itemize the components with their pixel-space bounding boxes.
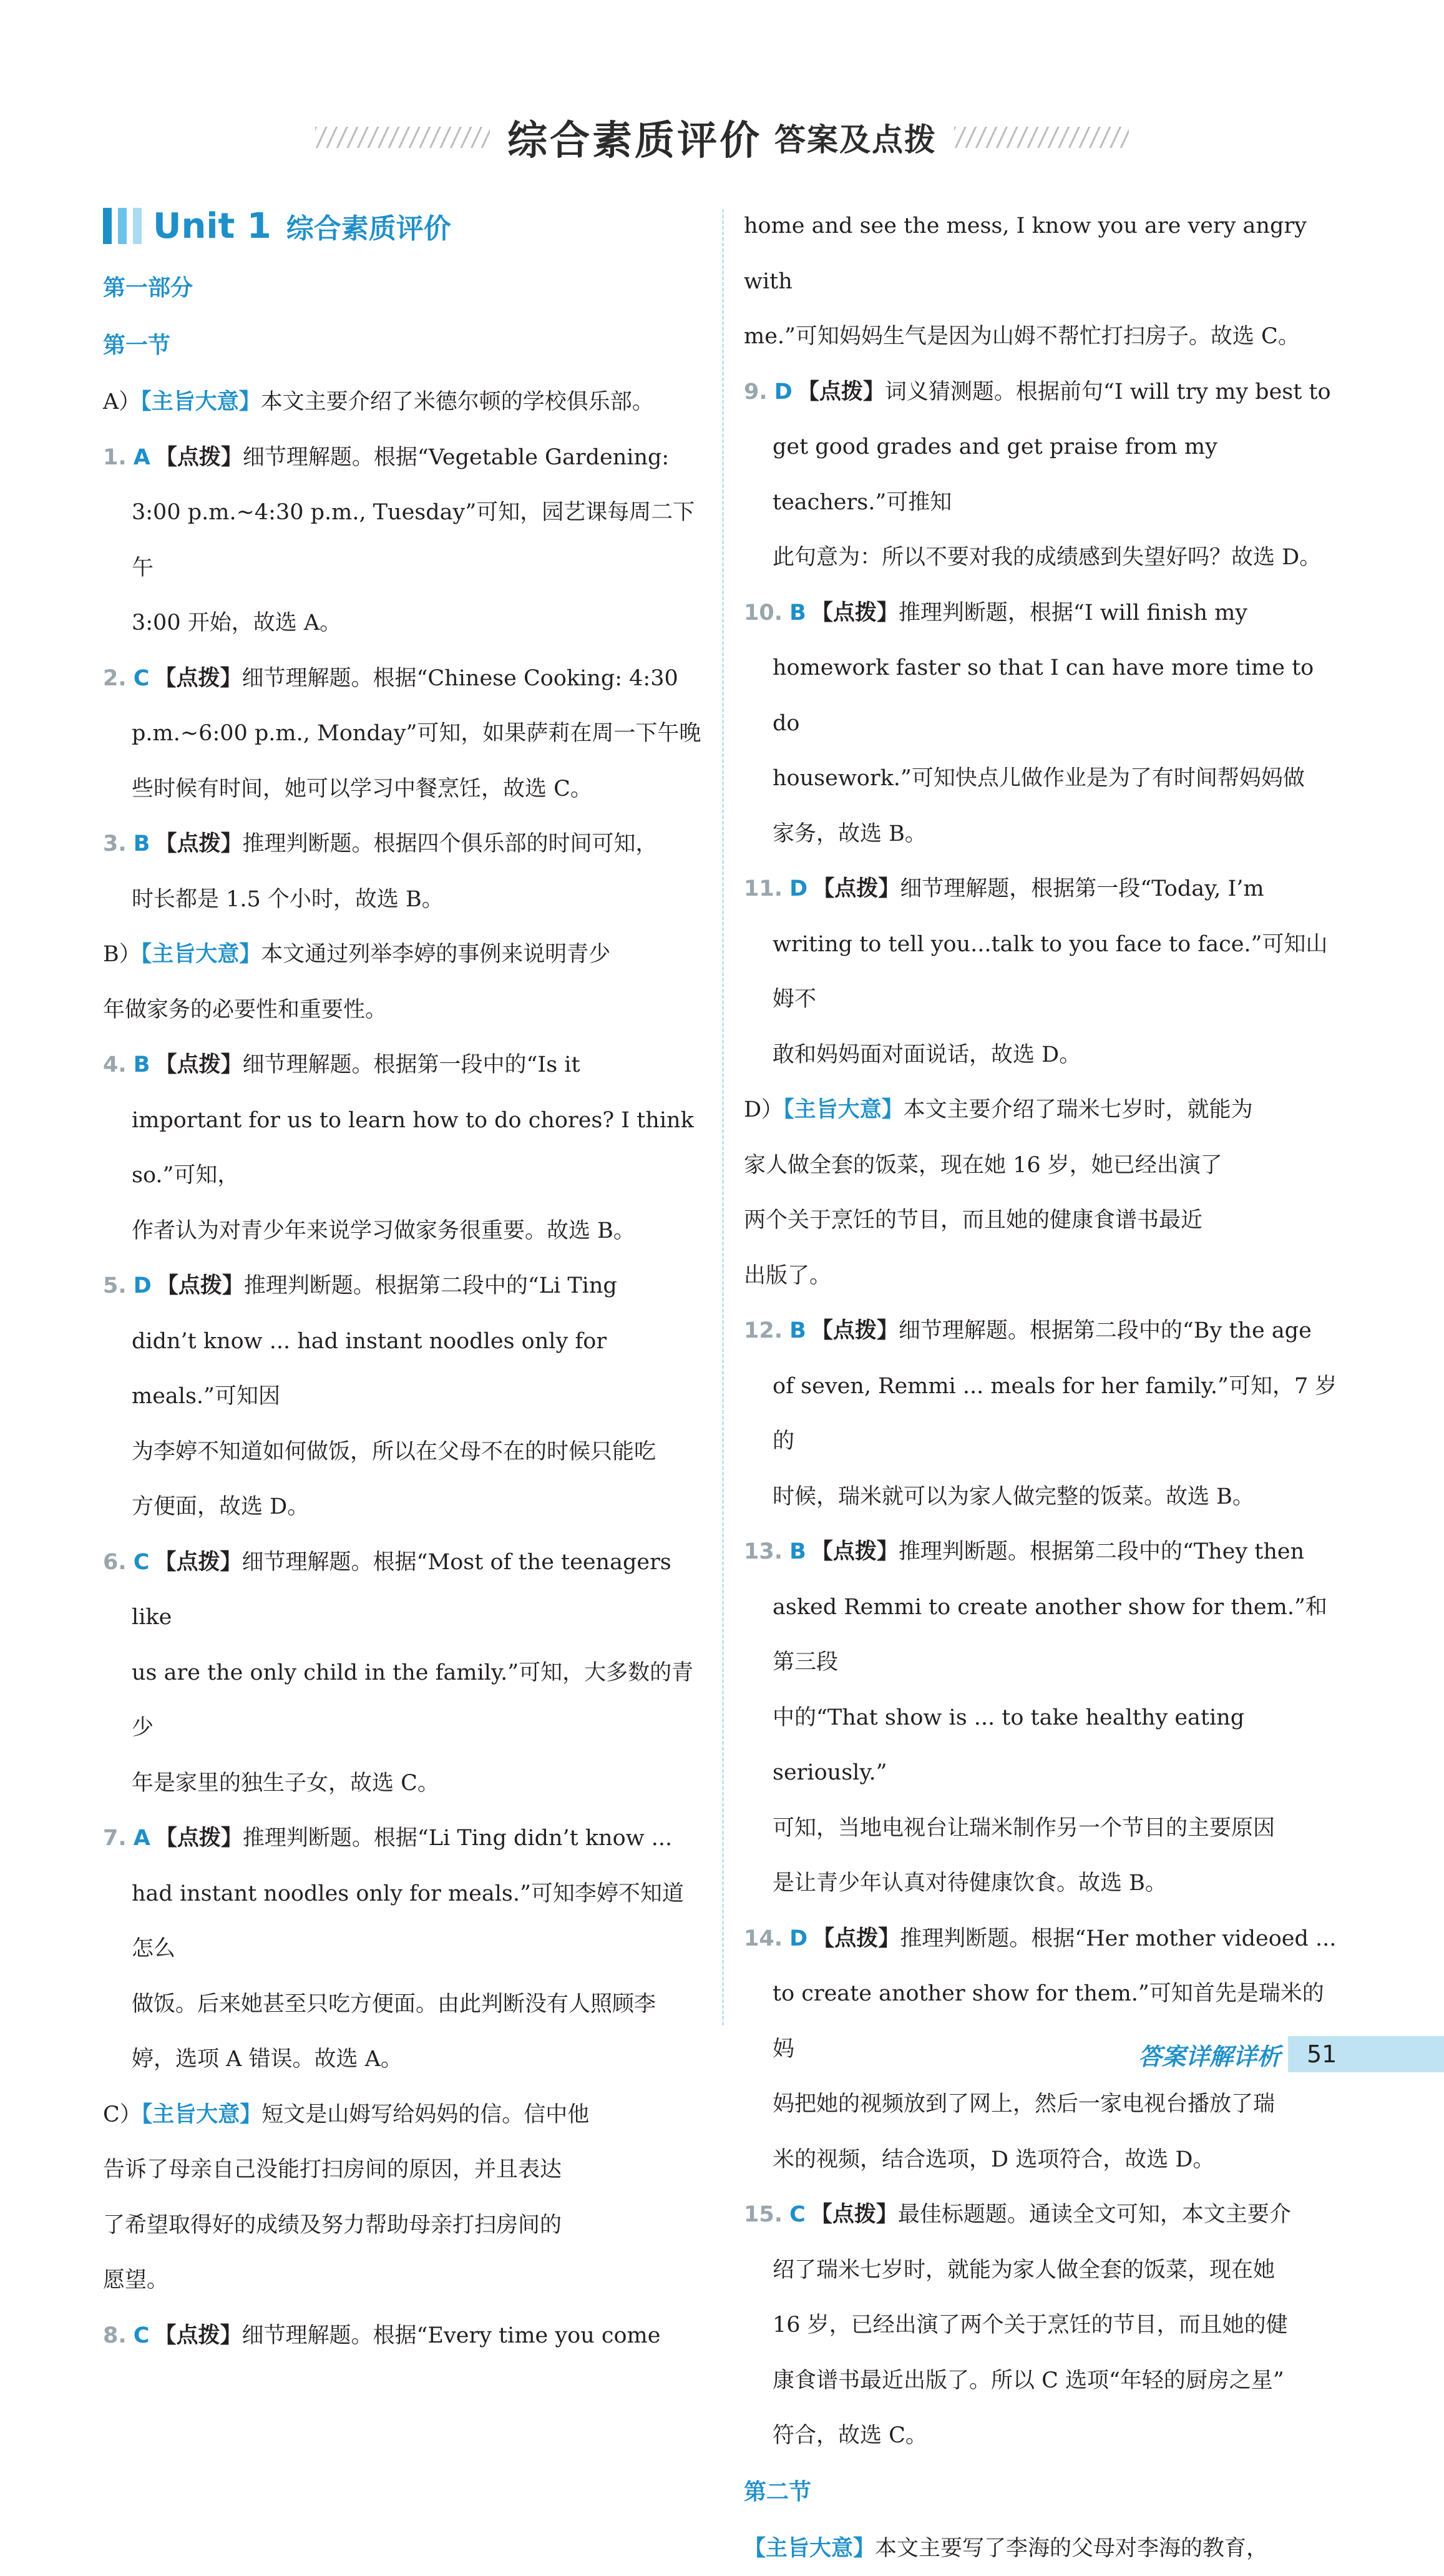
text-line: 愿望。 xyxy=(103,2268,168,2293)
answer-letter: A xyxy=(134,1826,150,1851)
hint-tag: 【点拨】 xyxy=(155,831,242,856)
left-column xyxy=(103,200,702,2363)
page-subtitle: 答案及点拨 xyxy=(774,115,937,160)
text-line: 细节理解题。根据“Chinese Cooking: 4:30 xyxy=(242,666,678,691)
text-line: housework.”可知快点儿做作业是为了有时间帮妈妈做 xyxy=(773,766,1305,791)
hint-tag: 【点拨】 xyxy=(812,1926,900,1951)
text-line: 妈把她的视频放到了网上，然后一家电视台播放了瑞 xyxy=(773,2092,1275,2117)
main-idea-tag: 【主旨大意】 xyxy=(140,389,261,414)
text-line: homework faster so that I can have more time to do xyxy=(773,655,1314,736)
question-number: 1. xyxy=(103,445,127,470)
text-line: 米的视频，结合选项，D 选项符合，故选 D。 xyxy=(773,2147,1214,2172)
page-header xyxy=(0,100,1444,175)
answer-item xyxy=(103,2308,702,2364)
answer-letter: A xyxy=(134,445,150,470)
answer-letter: D xyxy=(789,1926,807,1951)
text-line: 细节理解题，根据第一段“Today, I’m xyxy=(900,876,1264,901)
question-number: 2. xyxy=(103,666,127,691)
section-label: 第一部分 xyxy=(103,260,702,317)
text-line: 本文通过列举李婷的事例来说明青少 xyxy=(261,942,610,967)
text-line: didn’t know ... had instant noodles only for meals.”可知因 xyxy=(132,1329,607,1409)
answer-item xyxy=(744,365,1343,585)
hint-tag: 【点拨】 xyxy=(812,876,900,901)
hint-tag: 【点拨】 xyxy=(155,1052,242,1077)
answer-letter: C xyxy=(789,2202,806,2227)
hint-tag: 【点拨】 xyxy=(157,1273,244,1298)
answer-letter: B xyxy=(789,600,806,625)
answer-letter: B xyxy=(789,1318,806,1343)
question-number: 13. xyxy=(744,1539,783,1564)
text-line: 是让青少年认真对待健康饮食。故选 B。 xyxy=(773,1871,1167,1896)
text-line: had instant noodles only for meals.”可知李婷不知道怎么 xyxy=(132,1881,684,1962)
right-content xyxy=(744,198,1343,2576)
main-idea xyxy=(103,927,702,1037)
answer-item xyxy=(103,1037,702,1258)
text-line: 推理判断题。根据第二段中的“Li Ting xyxy=(244,1273,617,1298)
text-line: 本文主要写了李海的父母对李海的教育， xyxy=(875,2536,1268,2561)
text-line: 细节理解题。根据“Most of the teenagers like xyxy=(132,1550,671,1630)
text-line: 告诉了母亲自己没能打扫房间的原因，并且表达 xyxy=(103,2157,562,2182)
text-line: 3:00 p.m.~4:30 p.m., Tuesday”可知，园艺课每周二下午 xyxy=(132,500,695,580)
text-line: 中的“That show is ... to take healthy eating seriously.” xyxy=(773,1705,1244,1786)
text-line: 时候，瑞米就可以为家人做完整的饭菜。故选 B。 xyxy=(773,1484,1254,1509)
text-line: asked Remmi to create another show for them.”和第三段 xyxy=(773,1595,1327,1675)
section-label: 第二节 xyxy=(744,2464,1343,2521)
text-line: 时长都是 1.5 个小时，故选 B。 xyxy=(132,887,444,912)
text-line: 推理判断题，根据“I will finish my xyxy=(899,600,1247,625)
left-content xyxy=(103,260,702,2363)
main-idea xyxy=(103,375,702,430)
header-hatch-left xyxy=(315,127,490,148)
unit-bars-icon xyxy=(103,208,142,244)
text-line: 了希望取得好的成绩及努力帮助母亲打扫房间的 xyxy=(103,2213,562,2238)
answer-item xyxy=(744,861,1343,1082)
answer-letter: D xyxy=(774,380,793,404)
text-continuation xyxy=(744,198,1343,365)
text-line: 3:00 开始，故选 A。 xyxy=(132,610,341,635)
hint-tag: 【点拨】 xyxy=(154,1550,241,1575)
text-line: 家务，故选 B。 xyxy=(773,821,927,846)
hint-tag: 【点拨】 xyxy=(154,666,241,691)
main-idea-tag: 【主旨大意】 xyxy=(141,942,261,967)
main-idea-tag: 【主旨大意】 xyxy=(744,2536,875,2561)
header-hatch-right xyxy=(954,127,1129,148)
answer-item xyxy=(103,1258,702,1535)
hint-tag: 【点拨】 xyxy=(155,1826,243,1851)
page-footer xyxy=(1138,2036,1444,2072)
text-line: 词义猜测题。根据前句“I will try my best to xyxy=(885,380,1331,404)
hint-tag: 【点拨】 xyxy=(811,2202,898,2227)
answer-letter: B xyxy=(134,1052,150,1077)
answer-item xyxy=(103,1811,702,2087)
hint-tag: 【点拨】 xyxy=(811,1318,899,1343)
text-line: 16 岁，已经出演了两个关于烹饪的节目，而且她的健 xyxy=(773,2313,1288,2338)
main-idea xyxy=(744,2521,1343,2576)
passage-label: A） xyxy=(103,389,140,414)
text-line: 细节理解题。根据“Vegetable Gardening: xyxy=(243,445,669,470)
text-line: 此句意为：所以不要对我的成绩感到失望好吗？故选 D。 xyxy=(773,545,1321,570)
text-line: to create another show for them.”可知首先是瑞米的妈 xyxy=(773,1981,1324,2062)
text-line: of seven, Remmi ... meals for her family.”可知，7 岁的 xyxy=(773,1374,1337,1454)
answer-letter: D xyxy=(134,1273,152,1298)
text-line: important for us to learn how to do chores? I think so.”可知， xyxy=(132,1108,694,1188)
answer-letter: C xyxy=(134,666,150,691)
question-number: 6. xyxy=(103,1550,127,1575)
answer-letter: B xyxy=(789,1539,806,1564)
text-line: 细节理解题。根据“Every time you come xyxy=(242,2323,661,2348)
text-line: 两个关于烹饪的节目，而且她的健康食谱书最近 xyxy=(744,1208,1203,1233)
question-number: 12. xyxy=(744,1318,783,1343)
answer-letter: C xyxy=(134,1550,150,1575)
text-line: 婷，选项 A 错误。故选 A。 xyxy=(132,2047,402,2072)
text-line: 为李婷不知道如何做饭，所以在父母不在的时候只能吃 xyxy=(132,1439,656,1464)
answer-letter: C xyxy=(134,2323,150,2348)
answer-item xyxy=(744,1303,1343,1524)
text-line: writing to tell you...talk to you face to face.”可知山姆不 xyxy=(773,932,1327,1012)
text-line: p.m.~6:00 p.m., Monday”可知，如果萨莉在周一下午晚 xyxy=(132,721,701,746)
hint-tag: 【点拨】 xyxy=(811,600,899,625)
answer-item xyxy=(103,651,702,817)
column-divider xyxy=(722,209,724,2025)
text-line: 短文是山姆写给妈妈的信。信中他 xyxy=(261,2102,589,2127)
text-line: 最佳标题题。通读全文可知，本文主要介 xyxy=(898,2202,1291,2227)
answer-item xyxy=(744,1524,1343,1911)
text-line: 符合，故选 C。 xyxy=(773,2423,927,2448)
text-line: 推理判断题。根据四个俱乐部的时间可知， xyxy=(243,831,658,856)
text-line: 可知，当地电视台让瑞米制作另一个节目的主要原因 xyxy=(773,1816,1275,1841)
hint-tag: 【点拨】 xyxy=(811,1539,899,1564)
text-line: me.”可知妈妈生气是因为山姆不帮忙打扫房子。故选 C。 xyxy=(744,324,1300,349)
section-label: 第一节 xyxy=(103,317,702,375)
hint-tag: 【点拨】 xyxy=(154,2323,241,2348)
question-number: 15. xyxy=(744,2202,783,2227)
answer-letter: D xyxy=(789,876,807,901)
passage-label: B） xyxy=(103,942,141,967)
text-line: 推理判断题。根据“Li Ting didn’t know ... xyxy=(243,1826,672,1851)
passage-label: D） xyxy=(744,1097,783,1122)
page-number: 51 xyxy=(1288,2036,1444,2072)
unit-title: 综合素质评价 xyxy=(286,206,451,246)
question-number: 14. xyxy=(744,1926,783,1951)
text-line: 本文主要介绍了瑞米七岁时，就能为 xyxy=(904,1097,1253,1122)
answer-letter: B xyxy=(134,831,150,856)
answer-item xyxy=(103,816,702,927)
text-line: 推理判断题。根据第二段中的“They then xyxy=(899,1539,1304,1564)
main-idea-tag: 【主旨大意】 xyxy=(142,2102,262,2127)
text-line: 推理判断题。根据“Her mother videoed ... xyxy=(900,1926,1336,1951)
text-line: 细节理解题。根据第一段中的“Is it xyxy=(243,1052,580,1077)
main-idea-tag: 【主旨大意】 xyxy=(783,1097,904,1122)
footer-label: 答案详解详析 xyxy=(1138,2037,1281,2072)
hint-tag: 【点拨】 xyxy=(155,445,243,470)
question-number: 4. xyxy=(103,1052,127,1077)
text-line: 本文主要介绍了米德尔顿的学校俱乐部。 xyxy=(261,389,654,414)
text-line: 出版了。 xyxy=(744,1263,831,1288)
answer-item xyxy=(744,585,1343,862)
text-line: us are the only child in the family.”可知，大多数的青少 xyxy=(132,1660,693,1741)
question-number: 9. xyxy=(744,380,768,404)
text-line: 绍了瑞米七岁时，就能为家人做全套的饭菜，现在她 xyxy=(773,2258,1275,2283)
text-line: 作者认为对青少年来说学习做家务很重要。故选 B。 xyxy=(132,1218,635,1243)
page-title: 综合素质评价 xyxy=(507,109,762,166)
answer-item xyxy=(103,1535,702,1811)
answer-item xyxy=(103,430,702,651)
question-number: 10. xyxy=(744,600,783,625)
main-idea xyxy=(744,1082,1343,1303)
text-line: 做饭。后来她甚至只吃方便面。由此判断没有人照顾李 xyxy=(132,1992,656,2017)
passage-label: C） xyxy=(103,2102,142,2127)
question-number: 7. xyxy=(103,1826,127,1851)
main-idea xyxy=(103,2087,702,2308)
question-number: 8. xyxy=(103,2323,127,2348)
answer-item xyxy=(744,2187,1343,2464)
question-number: 3. xyxy=(103,831,127,856)
text-line: 些时候有时间，她可以学习中餐烹饪，故选 C。 xyxy=(132,776,592,801)
text-line: home and see the mess, I know you are very angry with xyxy=(744,213,1307,294)
text-line: 家人做全套的饭菜，现在她 16 岁，她已经出演了 xyxy=(744,1153,1222,1178)
text-line: 康食谱书最近出版了。所以 C 选项“年轻的厨房之星” xyxy=(773,2368,1284,2393)
text-line: 细节理解题。根据第二段中的“By the age xyxy=(899,1318,1312,1343)
text-line: get good grades and get praise from my teachers.”可推知 xyxy=(773,434,1217,515)
question-number: 5. xyxy=(103,1273,127,1298)
text-line: 敢和妈妈面对面说话，故选 D。 xyxy=(773,1042,1081,1067)
unit-heading xyxy=(103,200,702,252)
text-line: 年是家里的独生子女，故选 C。 xyxy=(132,1771,439,1796)
question-number: 11. xyxy=(744,876,783,901)
unit-name: Unit 1 xyxy=(153,206,271,247)
text-line: 年做家务的必要性和重要性。 xyxy=(103,997,387,1022)
hint-tag: 【点拨】 xyxy=(798,380,885,404)
right-column xyxy=(744,198,1343,2576)
text-line: 方便面，故选 D。 xyxy=(132,1494,309,1519)
